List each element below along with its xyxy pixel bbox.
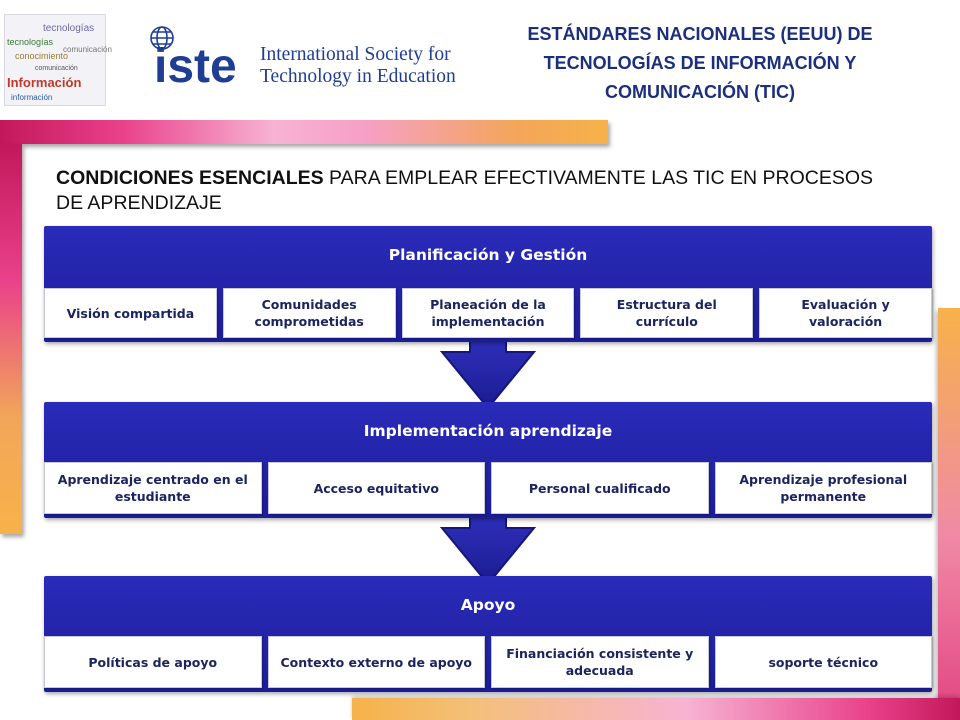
item-contexto-externo: Contexto externo de apoyo: [268, 636, 486, 688]
item-personal-cualificado: Personal cualificado: [491, 462, 709, 514]
page-title-line3: COMUNICACIÓN (TIC): [605, 82, 795, 102]
wordcloud-word: tecnologías: [43, 23, 95, 34]
item-acceso-equitativo: Acceso equitativo: [268, 462, 486, 514]
wordcloud-word: Información: [7, 75, 82, 90]
item-aprendizaje-centrado: Aprendizaje centrado en el estudiante: [44, 462, 262, 514]
iste-wordmark: iste: [154, 40, 237, 93]
section-heading: [56, 166, 896, 216]
section-implementacion: [44, 402, 932, 518]
item-evaluacion-valoracion: Evaluación y valoración: [759, 288, 932, 338]
decorative-bar-bottom: [352, 698, 960, 720]
item-aprendizaje-profesional: Aprendizaje profesional permanente: [715, 462, 933, 514]
section-planificacion: [44, 226, 932, 342]
item-vision-compartida: Visión compartida: [44, 288, 217, 338]
item-comunidades-comprometidas: Comunidades comprometidas: [223, 288, 396, 338]
wordcloud-word: comunicación: [35, 65, 78, 72]
wordcloud-word: información: [11, 93, 53, 102]
section-title: Implementación aprendizaje: [363, 422, 613, 440]
iste-logo: [148, 24, 456, 93]
page-title: [480, 20, 920, 107]
wordcloud-word: conocimiento: [15, 51, 69, 61]
iste-org-line2: Technology in Education: [260, 66, 456, 87]
section-title: Apoyo: [460, 596, 516, 614]
word-cloud-image: [4, 14, 112, 106]
item-planeacion-implementacion: Planeación de la implementación: [402, 288, 575, 338]
section-items: [44, 288, 932, 338]
item-politicas-apoyo: Políticas de apoyo: [44, 636, 262, 688]
item-estructura-curriculo: Estructura del currículo: [580, 288, 753, 338]
section-apoyo: [44, 576, 932, 692]
iste-globe-icon: [148, 24, 268, 93]
decorative-bar-left: [0, 144, 22, 534]
wordcloud-word: tecnologías: [7, 37, 54, 47]
item-soporte-tecnico: soporte técnico: [715, 636, 933, 688]
item-financiacion: Financiación consistente y adecuada: [491, 636, 709, 688]
iste-org-name: [260, 44, 456, 88]
section-heading-rest: PARA EMPLEAR EFECTIVAMENTE LAS TIC EN PROCESOS DE APRENDIZAJE: [56, 167, 874, 214]
wordcloud-word: comunicación: [63, 45, 112, 54]
decorative-bar-top: [0, 120, 608, 144]
decorative-bar-right: [938, 308, 960, 720]
iste-org-line1: International Society for: [260, 44, 451, 65]
section-title: Planificación y Gestión: [388, 246, 588, 264]
section-items: [44, 636, 932, 688]
page-title-line1: ESTÁNDARES NACIONALES (EEUU) DE: [527, 24, 873, 44]
section-heading-bold: CONDICIONES ESENCIALES: [56, 167, 324, 189]
page-title-line2: TECNOLOGÍAS DE INFORMACIÓN Y: [543, 53, 857, 73]
section-items: [44, 462, 932, 514]
